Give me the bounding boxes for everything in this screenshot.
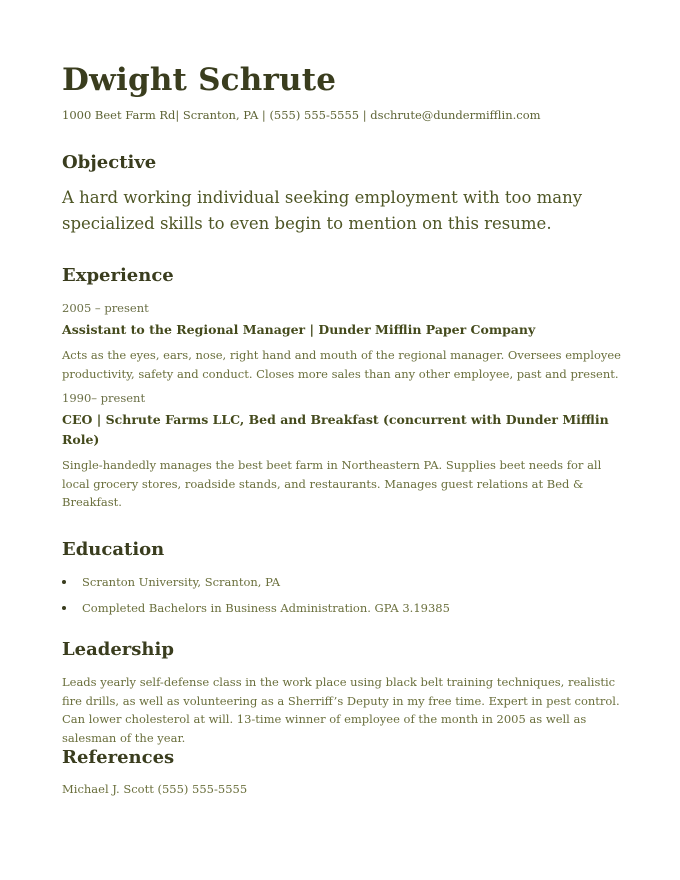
contact-info: 1000 Beet Farm Rd| Scranton, PA | (555) 555-5555 | dschrute@dundermifflin.com xyxy=(62,108,541,122)
resume-name: Dwight Schrute xyxy=(62,62,337,98)
job-title: Assistant to the Regional Manager | Dunder Mifflin Paper Company xyxy=(62,322,536,337)
bullet-icon xyxy=(62,580,66,584)
job-title: CEO | Schrute Farms LLC, Bed and Breakfast (concurrent with Dunder Mifflin Role) xyxy=(62,412,609,447)
education-item: Completed Bachelors in Business Administration. GPA 3.19385 xyxy=(62,599,450,625)
leadership-heading: Leadership xyxy=(62,639,174,660)
leadership-text: Leads yearly self-defense class in the work place using black belt training techniques, realistic fire drills, as well as volunteering as a Sherriff’s Deputy in my free time. Expert in pest control. Can lower cholesterol at will. 13-time winner of employee of the month in 2005 as well as salesman of the year. xyxy=(62,675,620,745)
job-dates: 1990– present xyxy=(62,391,146,405)
education-list xyxy=(62,573,450,625)
reference-entry: Michael J. Scott (555) 555-5555 xyxy=(62,782,248,796)
experience-heading: Experience xyxy=(62,265,174,286)
education-heading: Education xyxy=(62,539,165,560)
bullet-icon xyxy=(62,606,66,610)
education-item: Scranton University, Scranton, PA xyxy=(62,573,450,599)
job-description: Single-handedly manages the best beet farm in Northeastern PA. Supplies beet needs for all local grocery stores, roadside stands, and restaurants. Manages guest relations at Bed & Breakfast. xyxy=(62,458,602,509)
objective-heading: Objective xyxy=(62,152,157,173)
references-heading: References xyxy=(62,747,175,768)
job-dates: 2005 – present xyxy=(62,301,149,315)
objective-text: A hard working individual seeking employment with too many specialized skills to even begin to mention on this resume. xyxy=(62,188,583,233)
job-description: Acts as the eyes, ears, nose, right hand and mouth of the regional manager. Oversees employee productivity, safety and conduct. Closes more sales than any other employee, past and present. xyxy=(62,348,621,381)
